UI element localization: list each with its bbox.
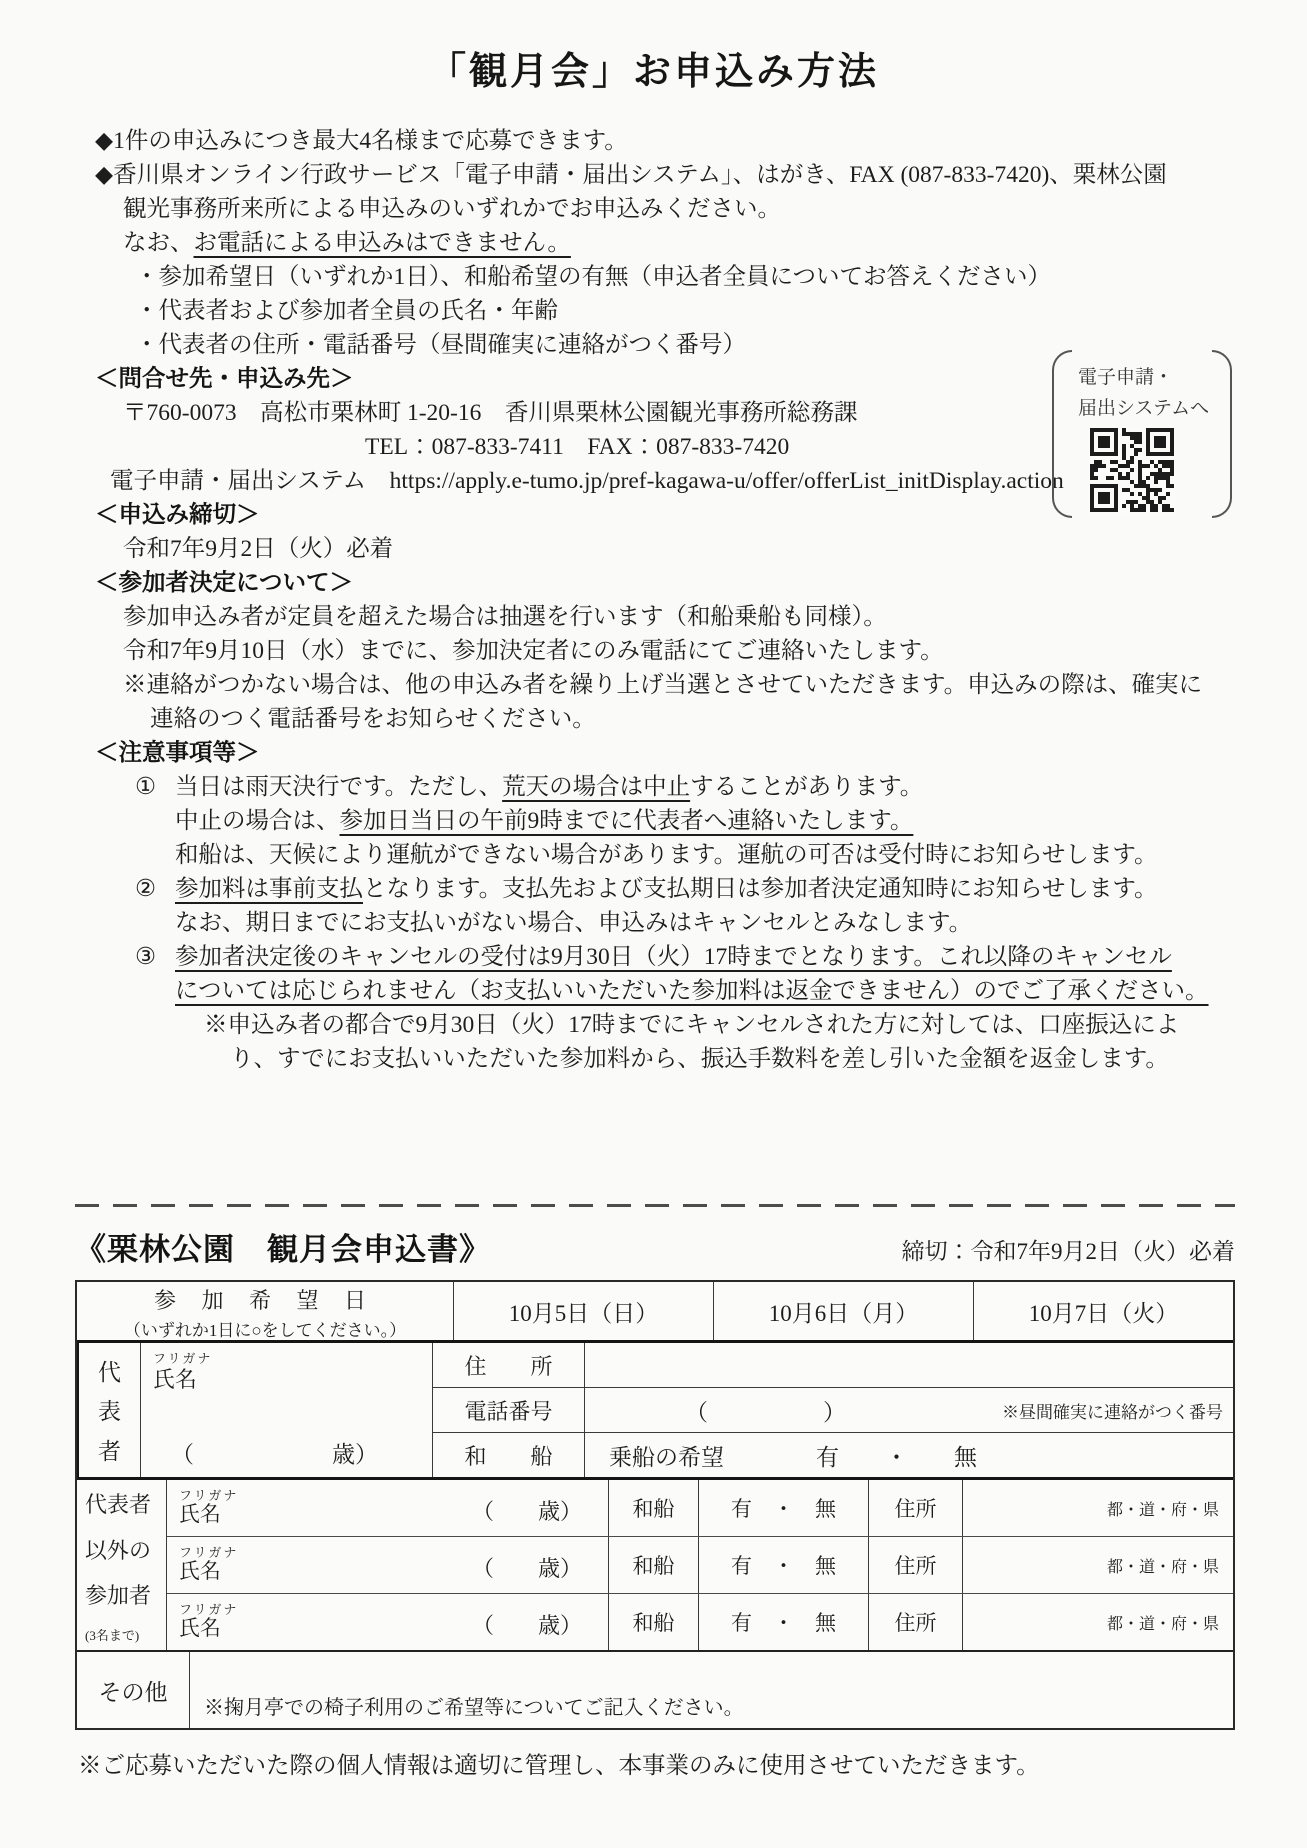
decision-heading: ＜参加者決定について＞ <box>95 570 354 596</box>
decision-line1: 参加申込み者が定員を超えた場合は抽選を行います（和船乗船も同様）。 <box>123 604 887 630</box>
desired-date-header: 参 加 希 望 日 （いずれか1日に○をしてください。） <box>77 1282 454 1340</box>
participant-address-label: 住所 <box>869 1537 963 1593</box>
required-item-address-phone: ・代表者の住所・電話番号（昼間確実に連絡がつく番号） <box>135 332 746 358</box>
participant-boat-label: 和船 <box>609 1594 699 1650</box>
required-item-desired-date: ・参加希望日（いずれか1日）、和船希望の有無（申込者全員についてお答えください） <box>135 264 1052 290</box>
participant-row <box>167 1594 1233 1650</box>
qr-code <box>1088 426 1176 514</box>
note2-line1: ② 参加料は事前支払となります。支払先および支払期日は参加者決定通知時にお知らせします。 <box>135 876 1158 902</box>
right-bracket-decoration <box>1212 350 1232 518</box>
rule-no-phone: なお、お電話による申込みはできません。 <box>123 230 571 256</box>
participant-boat-label: 和船 <box>609 1480 699 1536</box>
note3-line2: については応じられません（お支払いいただいた参加料は返金できません）のでご了承ください。 <box>175 978 1209 1004</box>
other-participants-section <box>77 1480 1233 1652</box>
date-option-oct6: 10月6日（月） <box>714 1282 974 1340</box>
participant-prefecture-field: 都・道・府・県 <box>1106 1501 1219 1519</box>
left-bracket-decoration <box>1052 350 1072 518</box>
contact-address: 〒760-0073 高松市栗林町 1-20-16 香川県栗林公園観光事務所総務課 <box>123 400 858 426</box>
note1-line3: 和船は、天候により運航ができない場合があります。運航の可否は受付時にお知らせします。 <box>175 842 1158 868</box>
representative-detail-rows <box>433 1343 1233 1477</box>
note3-line1: ③ 参加者決定後のキャンセルの受付は9月30日（火）17時までとなります。これ以降のキャンセル <box>135 944 1172 970</box>
other-participants-label: 代表者 以外の 参加者 (3名まで) <box>77 1480 167 1650</box>
decision-line3: ※連絡がつかない場合は、他の申込み者を繰り上げ当選とさせていただきます。申込みの際は、確実に <box>123 672 1203 698</box>
representative-phone-field: （ ） ※昼間確実に連絡がつく番号 <box>685 1399 1223 1425</box>
representative-boat-field: 乗船の希望 有 ・ 無 <box>609 1444 977 1470</box>
deadline-heading: ＜申込み締切＞ <box>95 502 260 528</box>
decision-line2: 令和7年9月10日（水）までに、参加決定者にのみ電話にてご連絡いたします。 <box>123 638 944 664</box>
decision-line4: 連絡のつく電話番号をお知らせください。 <box>150 706 596 732</box>
representative-name-field: フリガナ 氏名 （ 歳） <box>141 1343 433 1477</box>
document-title: 「観月会」お申込み方法 <box>427 51 879 93</box>
desired-date-row <box>77 1282 1233 1340</box>
note1-line2: 中止の場合は、参加日当日の午前9時までに代表者へ連絡いたします。 <box>175 808 914 834</box>
participant-prefecture-field: 都・道・府・県 <box>1106 1558 1219 1576</box>
application-form-table <box>75 1280 1235 1730</box>
form-header <box>75 1224 1235 1269</box>
daytime-phone-note: ※昼間確実に連絡がつく番号 <box>1002 1402 1223 1422</box>
form-title: 《栗林公園 観月会申込書》 <box>75 1232 491 1267</box>
qr-caption: 電子申請・ 届出システムへ <box>1078 367 1210 419</box>
qr-bracket-box <box>1052 350 1232 518</box>
representative-boat-row: 和 船 乗船の希望 有 ・ 無 <box>433 1433 1233 1477</box>
participant-address-label: 住所 <box>869 1480 963 1536</box>
document-body <box>95 124 1250 1076</box>
participant-boat-choice: 有 ・ 無 <box>699 1594 869 1650</box>
required-item-names-ages: ・代表者および参加者全員の氏名・年齢 <box>135 298 558 324</box>
participant-boat-label: 和船 <box>609 1537 699 1593</box>
representative-address-row: 住 所 <box>433 1343 1233 1388</box>
participant-row <box>167 1537 1233 1594</box>
representative-address-field <box>585 1343 1233 1387</box>
participant-rows <box>167 1480 1233 1650</box>
remarks-hint: ※掬月亭での椅子利用のご希望等についてご記入ください。 <box>204 1697 744 1719</box>
rule-apply-methods-line2: 観光事務所来所による申込みのいずれかでお申込みください。 <box>123 196 781 222</box>
remarks-row <box>77 1652 1233 1728</box>
participant-name-field: フリガナ 氏名 （ 歳） <box>167 1537 609 1593</box>
contact-tel-fax: TEL：087-833-7411 FAX：087-833-7420 <box>365 434 790 460</box>
remarks-label: その他 <box>77 1652 190 1728</box>
participant-prefecture-field: 都・道・府・県 <box>1106 1615 1219 1633</box>
representative-phone-row: 電話番号 （ ） ※昼間確実に連絡がつく番号 <box>433 1388 1233 1433</box>
contact-heading: ＜問合せ先・申込み先＞ <box>95 366 354 392</box>
form-deadline: 締切：令和7年9月2日（火）必着 <box>901 1239 1235 1264</box>
date-option-oct7: 10月7日（火） <box>1028 1300 1179 1326</box>
deadline-text: 令和7年9月2日（火）必着 <box>123 536 394 562</box>
privacy-note: ※ご応募いただいた際の個人情報は適切に管理し、本事業のみに使用させていただきます。 <box>78 1753 1040 1779</box>
participant-name-field: フリガナ 氏名 （ 歳） <box>167 1480 609 1536</box>
participant-address-label: 住所 <box>869 1594 963 1650</box>
participant-boat-choice: 有 ・ 無 <box>699 1537 869 1593</box>
rule-max-applicants: ◆1件の申込みにつき最大4名様まで応募できます。 <box>95 128 628 154</box>
dashed-cut-line <box>75 1204 1235 1207</box>
note3-line3: ※申込み者の都合で9月30日（火）17時までにキャンセルされた方に対しては、口座振込によ <box>204 1012 1180 1038</box>
notes-heading: ＜注意事項等＞ <box>95 740 260 766</box>
participant-name-field: フリガナ 氏名 （ 歳） <box>167 1594 609 1650</box>
note1-line1: ① 当日は雨天決行です。ただし、荒天の場合は中止することがあります。 <box>135 774 924 800</box>
participant-boat-choice: 有 ・ 無 <box>699 1480 869 1536</box>
note3-line4: り、すでにお支払いいただいた参加料から、振込手数料を差し引いた金額を返金します。 <box>230 1046 1169 1072</box>
rule-apply-methods-line1: ◆香川県オンライン行政サービス「電子申請・届出システム」、はがき、FAX (087-833-7420)、栗林公園 <box>95 162 1167 188</box>
note2-line2: なお、期日までにお支払いがない場合、申込みはキャンセルとみなします。 <box>175 910 973 936</box>
online-system-url: 電子申請・届出システム https://apply.e-tumo.jp/pref-kagawa-u/offer/offerList_initDisplay.action <box>110 468 1064 494</box>
date-option-oct5: 10月5日（日） <box>454 1282 714 1340</box>
representative-vertical-label: 代 表 者 <box>79 1343 141 1477</box>
remarks-field <box>190 1652 1233 1728</box>
participant-row <box>167 1480 1233 1537</box>
representative-section <box>77 1340 1233 1480</box>
